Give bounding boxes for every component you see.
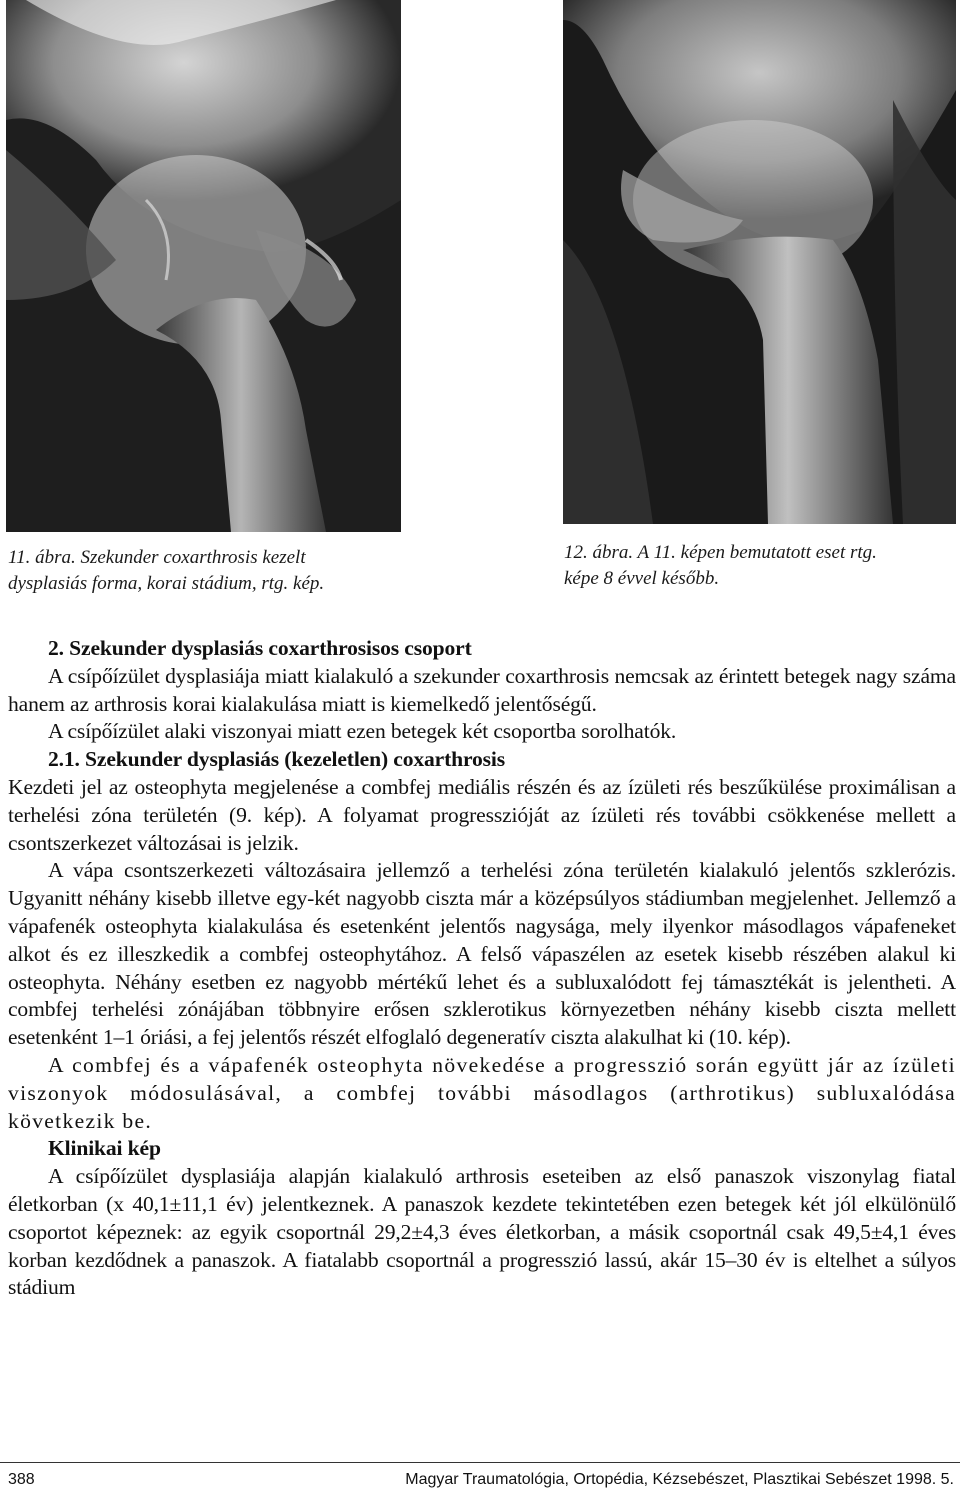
paragraph: A combfej és a vápafenék osteophyta növekedése a progresszió során együtt jár az ízületi viszonyok módosulásával, a combfej további másodlagos (arthrotikus) subluxalódása következik be.	[8, 1052, 956, 1133]
caption-line: képe 8 évvel később.	[564, 568, 720, 589]
article-body	[8, 635, 956, 1302]
caption-line: 11. ábra. Szekunder coxarthrosis kezelt	[8, 547, 306, 568]
paragraph: A vápa csontszerkezeti változásaira jellemző a terhelési zóna területén kialakuló jelentős szklerózis. Ugyanitt néhány kisebb illetve egy-két nagyobb ciszta már a középsúlyos stádiumban megjelenhet. Jellemző a vápafenék osteophyta kialakulása és esetenként jelentős nagysága, mely ilyenkor másodlagos vápafeneket alkot és ez illeszkedik a combfej osteophytához. A felső vápaszélen az esetek kisebb részében alakul ki osteophyta. Néhány esetben ez nagyobb mértékű lehet és a subluxalódott fej támasztékát is jelentheti. A combfej terhelési zónájában többnyire erősen szklerotikus környezetben néhány kisebb ciszta mellett esetenként 1–1 óriási, a fej jelentős részét elfoglaló degeneratív ciszta alakulhat ki (10. kép).	[8, 858, 956, 1050]
caption-line: dysplasiás forma, korai stádium, rtg. kép.	[8, 573, 325, 594]
journal-reference: Magyar Traumatológia, Ortopédia, Kézsebészet, Plasztikai Sebészet 1998. 5.	[405, 1471, 954, 1488]
section-heading: 2. Szekunder dysplasiás coxarthrosisos csoport	[48, 636, 472, 660]
paragraph: A csípőízület dysplasiája alapján kialakuló arthrosis eseteiben az első panaszok viszonylag fiatal életkorban (x 40,1±11,1 év) jelentkeznek. A panaszok kezdete tekintetében ezen betegek két jól elkülönülő csoportot képeznek: az egyik csoportnál 29,2±4,3 éves életkorban, a másik csoportnál csak 49,5±4,1 éves korban kezdődnek a panaszok. A fiatalabb csoportnál a progresszió lassú, akár 15–30 év is eltelhet a súlyos stádium	[8, 1164, 956, 1300]
footer-divider	[0, 1462, 960, 1463]
paragraph: Kezdeti jel az osteophyta megjelenése a combfej mediális részén és az ízületi rés beszűkülése proximálisan a terhelési zóna területén (9. kép). A folyamat progresszióját az ízületi rés további csökkenése mellett a csontszerkezet változásai is jelzik.	[8, 774, 956, 855]
caption-line: 12. ábra. A 11. képen bemutatott eset rtg.	[564, 542, 877, 563]
figure-12-caption	[564, 540, 959, 592]
xray-image-figure-11	[6, 0, 401, 532]
subsection-heading: 2.1. Szekunder dysplasiás (kezeletlen) coxarthrosis	[48, 747, 506, 772]
page-number: 388	[8, 1471, 35, 1488]
section-heading: Klinikai kép	[48, 1136, 161, 1161]
figure-11-caption	[8, 545, 408, 597]
paragraph: A csípőízület alaki viszonyai miatt ezen betegek két csoportba sorolhatók.	[48, 719, 677, 744]
xray-image-figure-12	[563, 0, 956, 524]
paragraph: A csípőízület dysplasiája miatt kialakuló a szekunder coxarthrosis nemcsak az érintett betegek nagy száma hanem az arthrosis korai kialakulása miatt is kiemelkedő jelentőségű.	[8, 663, 956, 716]
